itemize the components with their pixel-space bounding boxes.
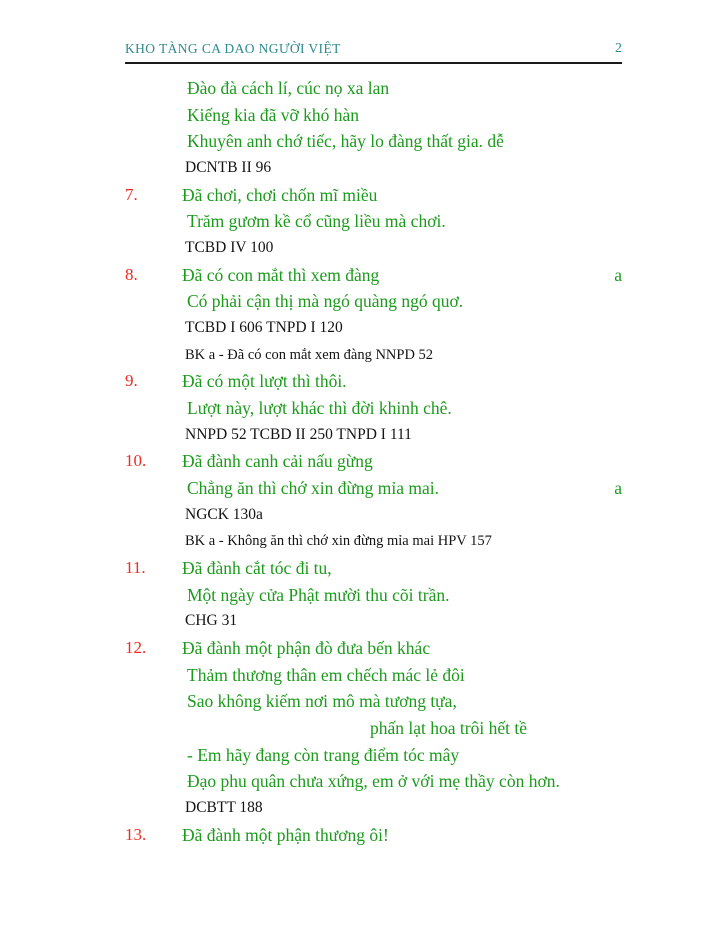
verse-line bbox=[0, 635, 723, 662]
verse-line bbox=[0, 288, 723, 315]
reference-text: TCBD IV 100 bbox=[185, 239, 274, 257]
verse-line bbox=[0, 715, 723, 742]
verse-text: Trăm gươm kề cổ cũng liều mà chơi. bbox=[187, 211, 446, 232]
reference-line bbox=[0, 342, 723, 369]
reference-text: BK a - Đã có con mắt xem đàng NNPD 52 bbox=[185, 346, 434, 363]
verse-line bbox=[0, 688, 723, 715]
verse-line bbox=[0, 448, 723, 475]
verse-line bbox=[0, 822, 723, 849]
verse-line bbox=[0, 582, 723, 609]
verse-line bbox=[0, 475, 723, 502]
verse-line bbox=[0, 262, 723, 289]
verse-text: Đã có con mắt thì xem đàng bbox=[182, 264, 380, 285]
page-number: 2 bbox=[615, 41, 622, 56]
verse-line bbox=[0, 128, 723, 155]
reference-line bbox=[0, 155, 723, 182]
reference-text: BK a - Không ăn thì chớ xin đừng mỉa mai HPV 157 bbox=[185, 533, 492, 550]
item-number: 12. bbox=[125, 638, 147, 658]
verse-line bbox=[0, 555, 723, 582]
reference-text: DCNTB II 96 bbox=[185, 159, 272, 177]
verse-text: Có phải cận thị mà ngó quàng ngó quơ. bbox=[187, 291, 464, 312]
verse-line bbox=[0, 208, 723, 235]
verse-text: Đã đành một phận thương ôi! bbox=[182, 824, 389, 845]
book-title: KHO TÀNG CA DAO NGƯỜI VIỆT bbox=[125, 41, 341, 56]
verse-text: Chẳng ăn thì chớ xin đừng mỉa mai. bbox=[187, 478, 440, 499]
verse-line bbox=[0, 662, 723, 689]
variant-marker: a bbox=[614, 264, 622, 285]
verse-line bbox=[0, 768, 723, 795]
verse-text: Đã có một lượt thì thôi. bbox=[182, 371, 347, 392]
verse-line bbox=[0, 368, 723, 395]
item-number: 9. bbox=[125, 371, 138, 391]
verse-text: Sao không kiếm nơi mô mà tương tựa, bbox=[187, 691, 457, 712]
item-number: 10. bbox=[125, 451, 147, 471]
verse-line bbox=[0, 395, 723, 422]
item-number: 13. bbox=[125, 824, 147, 844]
verse-text: Lượt này, lượt khác thì đời khinh chê. bbox=[187, 398, 452, 419]
verse-text: Đã chơi, chơi chốn mĩ miều bbox=[182, 184, 378, 205]
verse-text: phấn lạt hoa trôi hết tề bbox=[370, 718, 527, 739]
header-rule bbox=[125, 62, 622, 64]
reference-text: TCBD I 606 TNPD I 120 bbox=[185, 319, 343, 337]
reference-line bbox=[0, 315, 723, 342]
reference-line bbox=[0, 608, 723, 635]
verse-text: Đã đành cắt tóc đi tu, bbox=[182, 558, 332, 579]
reference-line bbox=[0, 528, 723, 555]
verse-text: Thảm thương thân em chếch mác lẻ đôi bbox=[187, 664, 465, 685]
verse-text: Đã đành canh cải nấu gừng bbox=[182, 451, 373, 472]
verse-text: Đã đành một phận đò đưa bến khác bbox=[182, 638, 431, 659]
reference-text: CHG 31 bbox=[185, 612, 238, 630]
reference-text: DCBTT 188 bbox=[185, 799, 263, 817]
verse-text: Kiếng kia đã vỡ khó hàn bbox=[187, 104, 360, 125]
reference-line bbox=[0, 795, 723, 822]
item-number: 11. bbox=[125, 558, 146, 578]
verse-line bbox=[0, 742, 723, 769]
reference-line bbox=[0, 502, 723, 529]
reference-line bbox=[0, 422, 723, 449]
reference-text: NNPD 52 TCBD II 250 TNPD I 111 bbox=[185, 425, 412, 443]
verse-text: - Em hãy đang còn trang điểm tóc mây bbox=[187, 744, 460, 765]
verse-text: Đạo phu quân chưa xứng, em ở với mẹ thầy còn hơn. bbox=[187, 771, 560, 792]
reference-text: NGCK 130a bbox=[185, 505, 263, 523]
verse-line bbox=[0, 182, 723, 209]
verse-list bbox=[0, 75, 723, 848]
verse-text: Một ngày cửa Phật mười thu cõi trần. bbox=[187, 584, 450, 605]
item-number: 8. bbox=[125, 264, 138, 284]
verse-text: Đào đà cách lí, cúc nọ xa lan bbox=[187, 78, 390, 98]
item-number: 7. bbox=[125, 184, 138, 204]
reference-line bbox=[0, 235, 723, 262]
verse-text: Khuyên anh chớ tiếc, hãy lo đàng thất gia. dễ bbox=[187, 131, 504, 152]
verse-line bbox=[0, 75, 723, 102]
verse-line bbox=[0, 102, 723, 129]
variant-marker: a bbox=[614, 478, 622, 499]
